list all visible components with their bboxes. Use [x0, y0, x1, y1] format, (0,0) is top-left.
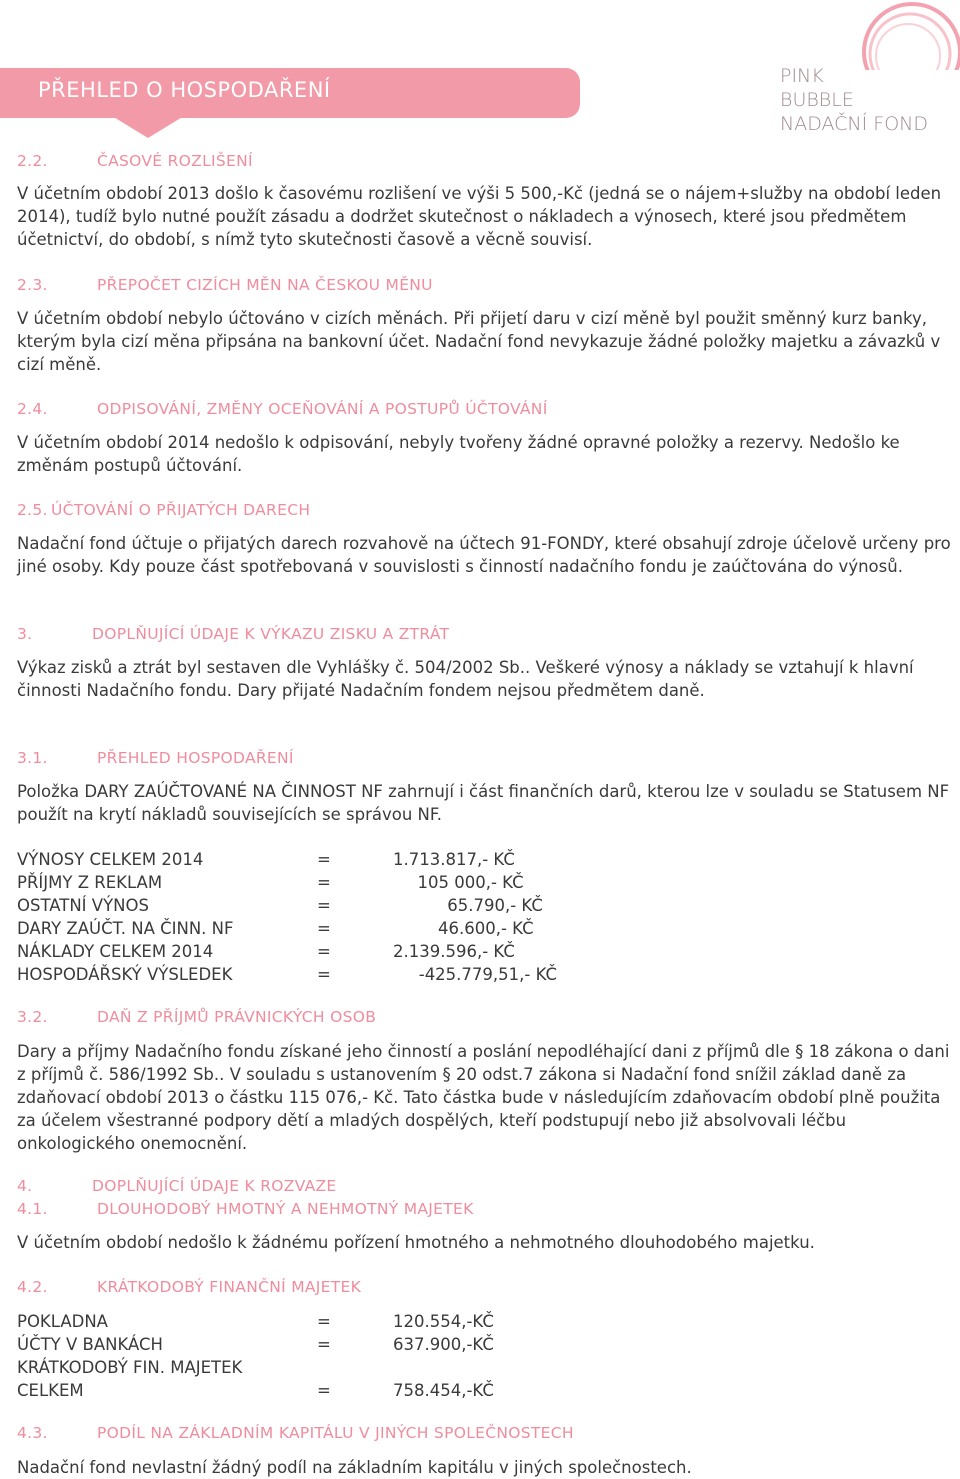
section-number: 2.3. — [17, 276, 48, 294]
section-text-2-2: V účetním období 2013 došlo k časovému rozlišení ve výši 5 500,-Kč (jedná se o nájem+služby na období leden 2014), tudíž bylo nutné použít zásadu a dodržet skutečnost o nákladech a výnosech, které jsou předmětem účetnictví, do období, s nímž tyto skutečnosti časově a věcně souvisí. — [17, 184, 942, 249]
row-equals: = — [317, 896, 331, 915]
row-equals: = — [317, 850, 331, 869]
section-text-4-3: Nadační fond nevlastní žádný podíl na základním kapitálu v jiných společnostech. — [17, 1458, 692, 1477]
section-text-3-1: Položka DARY ZAÚČTOVANÉ NA ČINNOST NF zahrnují i část finančních darů, kterou lze v souladu se Statusem NF použít na krytí nákladů souvisejících se správou NF. — [17, 782, 950, 824]
section-text-2-4: V účetním období 2014 nedošlo k odpisování, nebyly tvořeny žádné opravné položky a rezervy. Nedošlo ke změnám postupů účtování. — [17, 433, 900, 475]
row-value: 105 000,- KČ — [407, 873, 524, 892]
section-heading-3 — [17, 625, 449, 643]
row-label: OSTATNÍ VÝNOS — [17, 896, 149, 915]
row-equals: = — [317, 919, 331, 938]
section-number: 4. — [17, 1177, 33, 1195]
section-title: ČASOVÉ ROZLIŠENÍ — [97, 152, 253, 170]
row-label: KRÁTKODOBÝ FIN. MAJETEK — [17, 1358, 243, 1377]
section-heading-2-3 — [17, 276, 433, 294]
section-title: PŘEPOČET CIZÍCH MĚN NA ČESKOU MĚNU — [97, 276, 433, 294]
section-text-3: Výkaz zisků a ztrát byl sestaven dle Vyhlášky č. 504/2002 Sb.. Veškeré výnosy a náklady se vztahují k hlavní činnosti Nadačního fondu. Dary přijaté Nadačním fondem nejsou předmětem daně. — [17, 658, 914, 700]
section-title: PODÍL NA ZÁKLADNÍM KAPITÁLU V JINÝCH SPOLEČNOSTECH — [97, 1424, 574, 1442]
row-value: -425.779,51,- KČ — [403, 965, 558, 984]
row-equals: = — [317, 942, 331, 961]
row-value: 2.139.596,- KČ — [393, 942, 515, 961]
section-number: 4.2. — [17, 1278, 48, 1296]
row-value: 1.713.817,- KČ — [393, 850, 515, 869]
row-label: VÝNOSY CELKEM 2014 — [17, 850, 204, 869]
section-title: DOPLŇUJÍCÍ ÚDAJE K ROZVAZE — [92, 1177, 337, 1195]
row-equals: = — [317, 1312, 331, 1331]
section-number: 3. — [17, 625, 33, 643]
section-heading-3-2 — [17, 1008, 376, 1026]
section-number: 3.1. — [17, 749, 48, 767]
row-label: HOSPODÁŘSKÝ VÝSLEDEK — [17, 965, 233, 984]
row-value: 65.790,- KČ — [421, 896, 543, 915]
row-value: 758.454,-KČ — [393, 1381, 494, 1400]
section-heading-2-5 — [17, 501, 310, 519]
logo-line-2: BUBBLE — [780, 89, 854, 111]
row-value: 637.900,-KČ — [393, 1335, 494, 1354]
row-label: PŘÍJMY Z REKLAM — [17, 873, 163, 892]
row-label: ÚČTY V BANKÁCH — [17, 1335, 163, 1354]
row-equals: = — [317, 1335, 331, 1354]
section-number: 2.2. — [17, 152, 48, 170]
section-text-2-3: V účetním období nebylo účtováno v cizích měnách. Při přijetí daru v cizí měně byl použit směnný kurz banky, kterým byla cizí měna připsána na bankovní účet. Nadační fond nevykazuje žádné položky majetku a závazků v cizí měně. — [17, 309, 941, 374]
section-number: 3.2. — [17, 1008, 48, 1026]
section-title: KRÁTKODOBÝ FINANČNÍ MAJETEK — [97, 1278, 362, 1296]
section-heading-4-1 — [17, 1200, 474, 1218]
logo-line-1: PINK — [780, 65, 824, 87]
logo-line-3: NADAČNÍ FOND — [780, 113, 929, 135]
row-equals: = — [317, 873, 331, 892]
row-equals: = — [317, 965, 331, 984]
row-value: 46.600,- KČ — [417, 919, 534, 938]
row-equals: = — [317, 1381, 331, 1400]
row-label: POKLADNA — [17, 1312, 108, 1331]
row-label: NÁKLADY CELKEM 2014 — [17, 942, 214, 961]
section-title: DLOUHODOBÝ HMOTNÝ A NEHMOTNÝ MAJETEK — [97, 1200, 474, 1218]
section-heading-3-1 — [17, 749, 294, 767]
row-label: DARY ZAÚČT. NA ČINN. NF — [17, 919, 234, 938]
logo-text — [780, 64, 928, 136]
section-heading-4-2 — [17, 1278, 361, 1296]
section-number: 4.1. — [17, 1200, 48, 1218]
section-heading-4-3 — [17, 1424, 574, 1442]
section-number: 2.4. — [17, 400, 48, 418]
section-text-3-2: Dary a příjmy Nadačního fondu získané jeho činností a poslání nepodléhající dani z příjmů dle § 18 zákona o dani z příjmů č. 586/1992 Sb.. V souladu s ustanovením § 20 odst.7 zákona si Nadační fond snížil základ daně za zdaňovací období 2013 o částku 115 076,- Kč. Tato částka bude v následujícím zdaňovacím období plně použita za účelem všestranné podpory dětí a mladých dospělých, kteří podstupují nebo již absolvovali léčbu onkologického onemocnění. — [17, 1042, 950, 1153]
banner-pointer — [112, 116, 184, 138]
section-title: ÚČTOVÁNÍ O PŘIJATÝCH DARECH — [51, 501, 311, 519]
page-title: PŘEHLED O HOSPODAŘENÍ — [38, 78, 331, 102]
row-value: 120.554,-KČ — [393, 1312, 494, 1331]
section-heading-2-4 — [17, 400, 548, 418]
section-title: DAŇ Z PŘÍJMŮ PRÁVNICKÝCH OSOB — [97, 1008, 377, 1026]
section-title: DOPLŇUJÍCÍ ÚDAJE K VÝKAZU ZISKU A ZTRÁT — [92, 625, 450, 643]
section-text-4-1: V účetním období nedošlo k žádnému pořízení hmotného a nehmotného dlouhodobého majetku. — [17, 1233, 815, 1252]
section-heading-4 — [17, 1177, 337, 1195]
row-label: CELKEM — [17, 1381, 84, 1400]
section-text-2-5: Nadační fond účtuje o přijatých darech rozvahově na účtech 91-FONDY, které obsahují zdroje účelově určeny pro jiné osoby. Kdy pouze část spotřebovaná v souvislosti s činností nadačního fondu je zaúčtována do výnosů. — [17, 534, 951, 576]
section-title: PŘEHLED HOSPODAŘENÍ — [97, 749, 294, 767]
section-number: 4.3. — [17, 1424, 48, 1442]
section-title: ODPISOVÁNÍ, ZMĚNY OCEŇOVÁNÍ A POSTUPŮ ÚČTOVÁNÍ — [97, 400, 548, 418]
logo — [780, 0, 960, 140]
section-heading-2-2 — [17, 152, 253, 170]
section-number: 2.5. — [17, 501, 48, 519]
bubble-rings-icon — [840, 0, 960, 70]
